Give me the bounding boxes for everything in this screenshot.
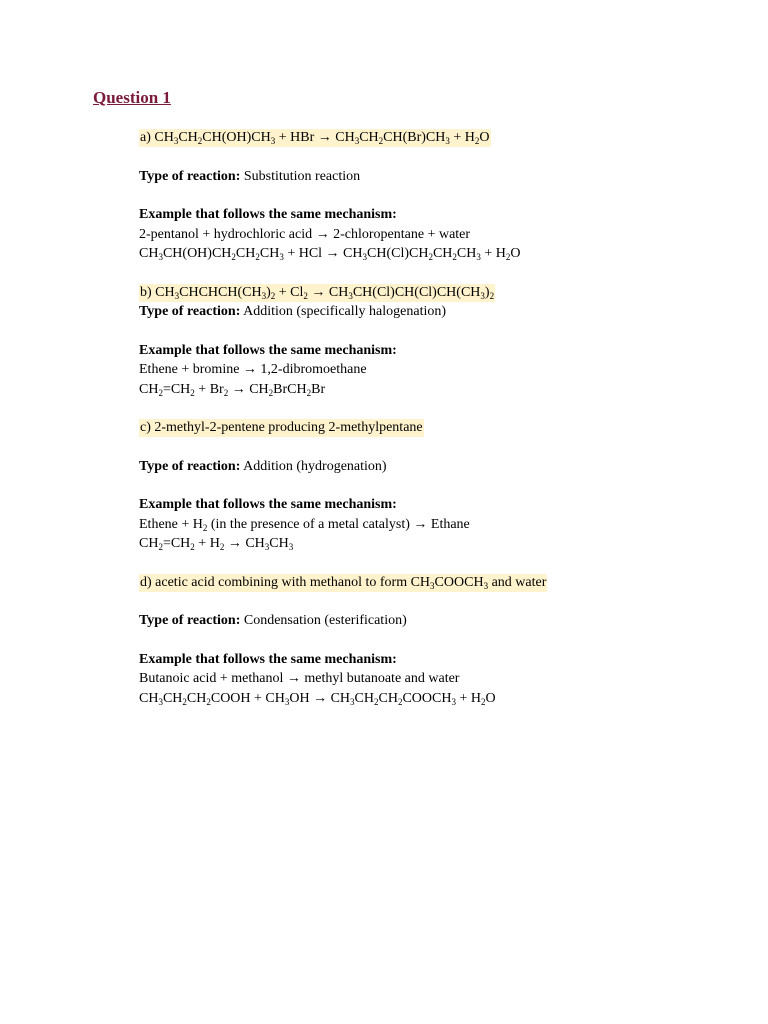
part-c-example-formula: $CH_2=CH_2 + H_2 \to CH_3CH_3$ bbox=[139, 536, 294, 552]
part-d-example-words: Butanoic acid + methanol → methyl butanoate and water bbox=[139, 671, 460, 686]
part-b-example-words: Ethene + bromine → 1,2-dibromoethane bbox=[139, 362, 367, 377]
subscript: 3 bbox=[362, 252, 367, 262]
part-d-equation: d) acetic acid combining with methanol to form $CH_3COOCH_3$ and water bbox=[140, 574, 547, 591]
subscript: 2 bbox=[190, 387, 195, 398]
subscript: 2 bbox=[378, 136, 384, 146]
subscript: 3 bbox=[288, 542, 294, 552]
subscript: 2 bbox=[428, 252, 433, 262]
subscript: 2 bbox=[190, 542, 195, 552]
subscript: 3 bbox=[173, 136, 179, 146]
part-c-type bbox=[139, 457, 739, 477]
part-d-equation-line bbox=[139, 573, 739, 593]
part-a-equation-line bbox=[139, 128, 739, 148]
part-a-equation: a) $CH_3CH_2CH(OH)CH_3$ + HBr → $CH_3CH_2CH(Br)CH_3 + H_2O$ bbox=[140, 130, 490, 146]
subscript: 2 bbox=[206, 696, 211, 707]
subscript: 3 bbox=[174, 290, 180, 301]
subscript: 2 bbox=[270, 290, 276, 301]
subscript: 3 bbox=[264, 542, 270, 552]
part-c-example-words: Ethene + $H_2$ (in the presence of a metal catalyst) → Ethane bbox=[139, 516, 470, 533]
part-a-type-value: Substitution reaction bbox=[240, 168, 361, 184]
part-b-type bbox=[139, 302, 739, 322]
subscript: 3 bbox=[158, 696, 163, 707]
subscript: 2 bbox=[231, 252, 236, 262]
subscript: 2 bbox=[268, 387, 274, 398]
part-b-type-label: Type of reaction: bbox=[139, 304, 241, 319]
part-c-type-value: Addition (hydrogenation) bbox=[240, 458, 387, 474]
part-d-example-formula: $CH_3CH_2CH_2COOH + CH_3OH$ → $CH_3CH_2CH_2COOCH_3 + H_2O$ bbox=[139, 690, 496, 707]
part-a-example-words: 2-pentanol + hydrochloric acid → 2-chloropentane + water bbox=[139, 226, 471, 242]
part-b-example-label: Example that follows the same mechanism: bbox=[139, 342, 397, 358]
subscript: 2 bbox=[158, 387, 163, 398]
subscript: 2 bbox=[505, 252, 511, 262]
part-a-example-label: Example that follows the same mechanism: bbox=[139, 207, 397, 222]
subscript: 3 bbox=[350, 696, 355, 707]
subscript: 2 bbox=[374, 696, 379, 707]
subscript: 2 bbox=[219, 542, 225, 552]
part-c-equation: c) 2-methyl-2-pentene producing 2-methylpentane bbox=[140, 420, 423, 435]
question-content bbox=[139, 128, 739, 708]
subscript: 2 bbox=[452, 252, 457, 262]
part-b-equation: b) $CH_3CHCHCH(CH_3)_2 + Cl_2 \to CH_3CH(Cl)CH(Cl)CH(CH_3)_2$ bbox=[140, 284, 495, 301]
part-c-type-label: Type of reaction: bbox=[139, 458, 241, 474]
subscript: 2 bbox=[197, 136, 203, 146]
part-c-example-label: Example that follows the same mechanism: bbox=[139, 497, 397, 512]
subscript: 2 bbox=[202, 522, 208, 533]
part-c-equation-line bbox=[139, 418, 739, 438]
part-a-example-formula: $CH_3CH(OH)CH_2CH_2CH_3$ + HCl → $CH_3CH(Cl)CH_2CH_2CH_3 + H_2O$ bbox=[139, 246, 521, 262]
subscript: 2 bbox=[474, 136, 480, 146]
part-b-equation-line bbox=[139, 283, 739, 303]
subscript: 2 bbox=[182, 696, 187, 707]
part-a-type bbox=[139, 167, 739, 187]
subscript: 3 bbox=[480, 290, 485, 301]
subscript: 2 bbox=[306, 387, 312, 398]
subscript: 2 bbox=[303, 290, 308, 301]
subscript: 3 bbox=[451, 696, 456, 707]
subscript: 3 bbox=[483, 580, 489, 591]
subscript: 2 bbox=[480, 696, 486, 707]
question-title: Question 1 bbox=[93, 88, 171, 107]
subscript: 3 bbox=[261, 290, 267, 301]
subscript: 3 bbox=[354, 136, 360, 146]
part-d-type-label: Type of reaction: bbox=[139, 613, 241, 628]
part-d-type bbox=[139, 611, 739, 631]
subscript: 3 bbox=[348, 290, 353, 301]
subscript: 3 bbox=[430, 580, 435, 591]
subscript: 2 bbox=[255, 252, 260, 262]
part-b-type-value: Addition (specifically halogenation) bbox=[240, 304, 447, 319]
subscript: 3 bbox=[158, 252, 163, 262]
part-d-example-label: Example that follows the same mechanism: bbox=[139, 651, 397, 667]
subscript: 2 bbox=[397, 696, 403, 707]
subscript: 2 bbox=[223, 387, 229, 398]
part-a-type-label: Type of reaction: bbox=[139, 168, 241, 184]
subscript: 3 bbox=[284, 696, 290, 707]
subscript: 3 bbox=[270, 136, 276, 146]
part-b-example-formula: $CH_2=CH_2 + Br_2$ → $CH_2BrCH_2Br$ bbox=[139, 381, 326, 398]
subscript: 3 bbox=[476, 252, 481, 262]
subscript: 3 bbox=[279, 252, 284, 262]
subscript: 2 bbox=[158, 542, 163, 552]
subscript: 2 bbox=[489, 290, 495, 301]
part-d-type-value: Condensation (esterification) bbox=[240, 613, 407, 628]
subscript: 3 bbox=[445, 136, 450, 146]
